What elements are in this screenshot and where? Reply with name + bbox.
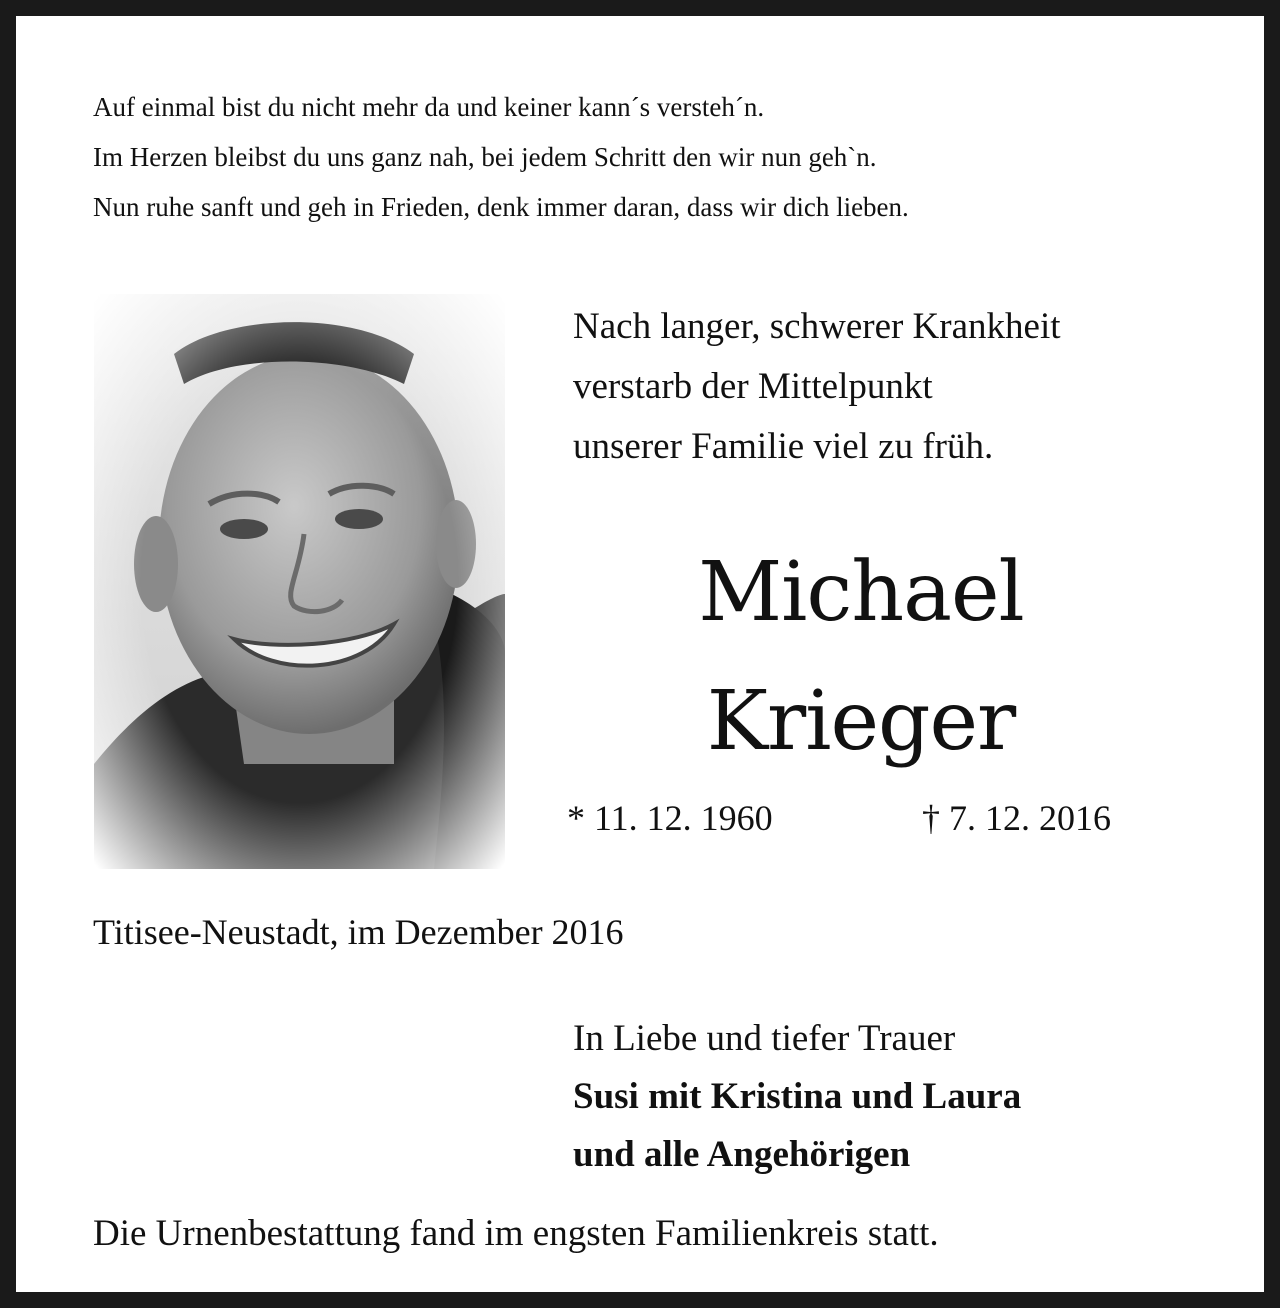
- intro-text: [573, 297, 1061, 477]
- first-name: Michael: [698, 545, 1024, 640]
- poem-line: Im Herzen bleibst du uns ganz nah, bei jedem Schritt den wir nun geh`n.: [93, 142, 877, 172]
- mourners-line: und alle Angehörigen: [573, 1134, 911, 1175]
- place-date: Titisee-Neustadt, im Dezember 2016: [93, 912, 624, 952]
- last-name: Krieger: [706, 674, 1016, 769]
- signoff-intro: In Liebe und tiefer Trauer: [573, 1018, 956, 1059]
- intro-line: verstarb der Mittelpunkt: [573, 366, 933, 407]
- signoff: [573, 1010, 1021, 1184]
- poem-line: Auf einmal bist du nicht mehr da und keiner kann´s versteh´n.: [93, 92, 765, 122]
- birth-date: * 11. 12. 1960: [567, 798, 773, 838]
- portrait-icon: [94, 294, 505, 869]
- death-date: † 7. 12. 2016: [922, 798, 1111, 838]
- mourners-line: Susi mit Kristina und Laura: [573, 1076, 1022, 1117]
- funeral-note: Die Urnenbestattung fand im engsten Familienkreis statt.: [93, 1213, 939, 1254]
- portrait-photo: [94, 294, 505, 869]
- poem-line: Nun ruhe sanft und geh in Frieden, denk immer daran, dass wir dich lieben.: [93, 192, 909, 222]
- intro-line: Nach langer, schwerer Krankheit: [573, 306, 1061, 347]
- intro-line: unserer Familie viel zu früh.: [573, 426, 994, 467]
- poem: [93, 82, 909, 232]
